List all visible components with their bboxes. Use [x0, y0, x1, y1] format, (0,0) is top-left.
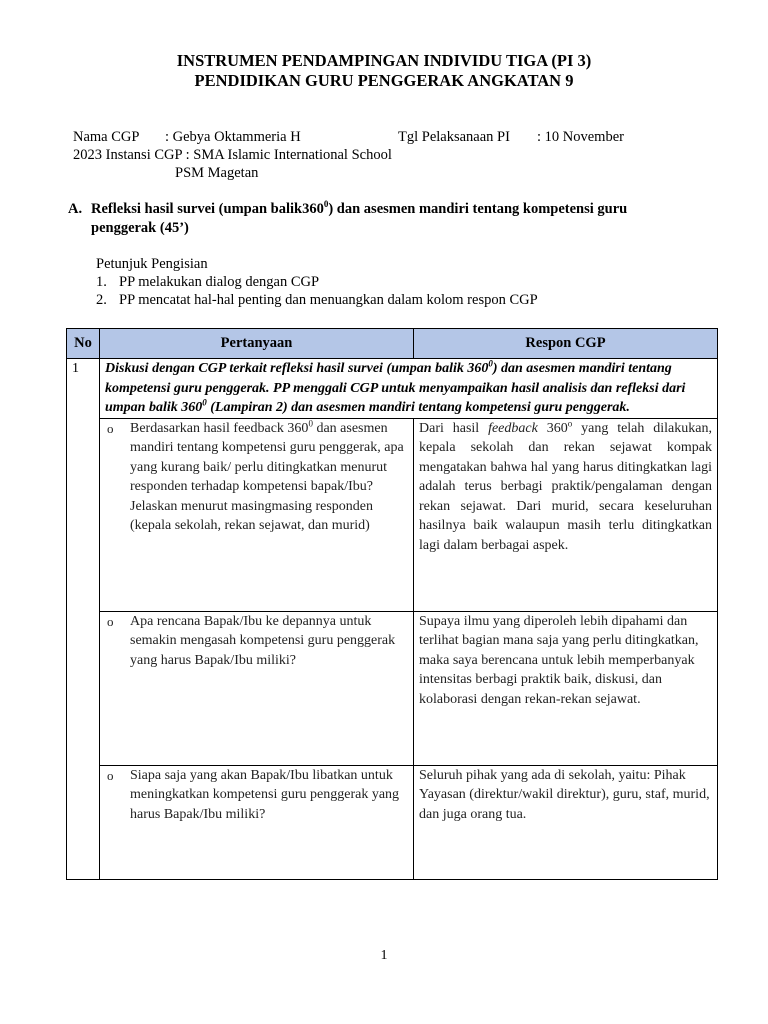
instruction-number: 2.: [96, 292, 107, 308]
section-title-part1: Refleksi hasil survei (umpan balik360: [91, 201, 324, 217]
section-title-sup: 0: [323, 199, 329, 210]
row-number: 1: [67, 359, 100, 880]
section-letter: A.: [68, 201, 83, 217]
question-cell: [100, 611, 414, 765]
discussion-sup1: 0: [488, 358, 493, 369]
instructions: [96, 255, 538, 309]
response-part3: yang telah dilakukan, kepala sekolah dan rekan sejawat kompak mengatakan bahwa hal yang harus ditingkatkan lagi adalah terus berbagi praktik/pengalaman dengan rekan sejawat. Dari murid, secara keseluruhan hasilnya baik walaupun masih terlu ditingkatkan lagi dalam berbagai aspek.: [419, 420, 712, 553]
bullet-icon: o: [107, 420, 114, 436]
tgl-label: Tgl Pelaksanaan PI: [398, 129, 510, 145]
response-cell: [414, 418, 718, 611]
discussion-prompt: [100, 359, 718, 419]
table-row: [67, 418, 718, 611]
table-row: [67, 765, 718, 879]
response-cell: Seluruh pihak yang ada di sekolah, yaitu: Pihak Yayasan (direktur/wakil direktur), guru, staf, murid, dan juga orang tua.: [414, 765, 718, 879]
table-row: [67, 359, 718, 419]
discussion-sup2: 0: [202, 397, 207, 408]
instruction-number: 1.: [96, 274, 107, 290]
section-title-part2: ) dan asesmen mandiri tentang kompetensi guru: [328, 201, 628, 217]
instructions-label: Petunjuk Pengisian: [96, 256, 208, 272]
response-part2: 360: [537, 420, 568, 436]
discussion-part2: ) dan asesmen mandiri tentang kompetensi guru penggerak. PP menggali CGP untuk menyampaikan hasil analisis dan refleksi dari umpan balik 360: [105, 361, 686, 415]
question-cell: [100, 418, 414, 611]
nama-label: Nama CGP: [73, 129, 140, 145]
question-text: Apa rencana Bapak/Ibu ke depannya untuk semakin mengasah kompetensi guru penggerak yang harus Bapak/Ibu miliki?: [130, 613, 396, 668]
question-cell: [100, 765, 414, 879]
document-title-line2: PENDIDIKAN GURU PENGGERAK ANGKATAN 9: [194, 71, 574, 90]
header-pertanyaan: Pertanyaan: [100, 329, 414, 359]
question-part1: Berdasarkan hasil feedback 360: [130, 420, 309, 436]
table-row: [67, 611, 718, 765]
instruction-text: PP mencatat hal-hal penting dan menuangkan dalam kolom respon CGP: [119, 292, 538, 308]
instansi-line-2: PSM Magetan: [175, 165, 259, 181]
nama-value: : Gebya Oktammeria H: [165, 129, 301, 145]
bullet-icon: o: [107, 767, 114, 783]
header-no: No: [67, 329, 100, 359]
instruction-text: PP melakukan dialog dengan CGP: [119, 274, 320, 290]
question-sup: 0: [308, 417, 313, 428]
section-a-heading: [68, 200, 708, 238]
table-header-row: [67, 329, 718, 359]
section-title-line2: penggerak (45’): [91, 220, 189, 236]
header-respon: Respon CGP: [414, 329, 718, 359]
instruction-item: [96, 273, 538, 291]
response-part1: Dari hasil: [419, 420, 489, 436]
document-title-line1: INSTRUMEN PENDAMPINGAN INDIVIDU TIGA (PI 3): [176, 51, 592, 70]
question-text: Siapa saja yang akan Bapak/Ibu libatkan untuk meningkatkan kompetensi guru penggerak yang harus Bapak/Ibu miliki?: [130, 767, 400, 822]
discussion-part3: (Lampiran 2) dan asesmen mandiri tentang kompetensi guru penggerak.: [206, 400, 630, 415]
section-title: [91, 200, 708, 238]
response-cell: Supaya ilmu yang diperoleh lebih dipahami dan terlihat bagian mana saja yang perlu ditingkatkan, maka saya berencana untuk lebih memperbanyak intensitas berbagi praktik baik, diskusi, dan kolaborasi dengan rekan-rekan sejawat.: [414, 611, 718, 765]
response-sup: o: [567, 417, 573, 428]
instansi-line: 2023 Instansi CGP : SMA Islamic International School: [73, 147, 392, 163]
tgl-value: : 10 November: [537, 129, 624, 145]
discussion-part1: Diskusi dengan CGP terkait refleksi hasil survei (umpan balik 360: [105, 361, 489, 376]
reflection-table: [66, 328, 718, 880]
instruction-item: [96, 291, 538, 309]
page-number: 1: [380, 948, 388, 963]
bullet-icon: o: [107, 613, 114, 629]
response-italic: feedback: [488, 420, 538, 436]
question-part2: dan asesmen mandiri tentang kompetensi guru penggerak, apa yang kurang baik/ perlu ditingkatkan menurut responden terhadap kompetensi bapak/Ibu? Jelaskan menurut masingmasing responden (kepala sekolah, rekan sejawat, dan murid): [130, 420, 404, 533]
